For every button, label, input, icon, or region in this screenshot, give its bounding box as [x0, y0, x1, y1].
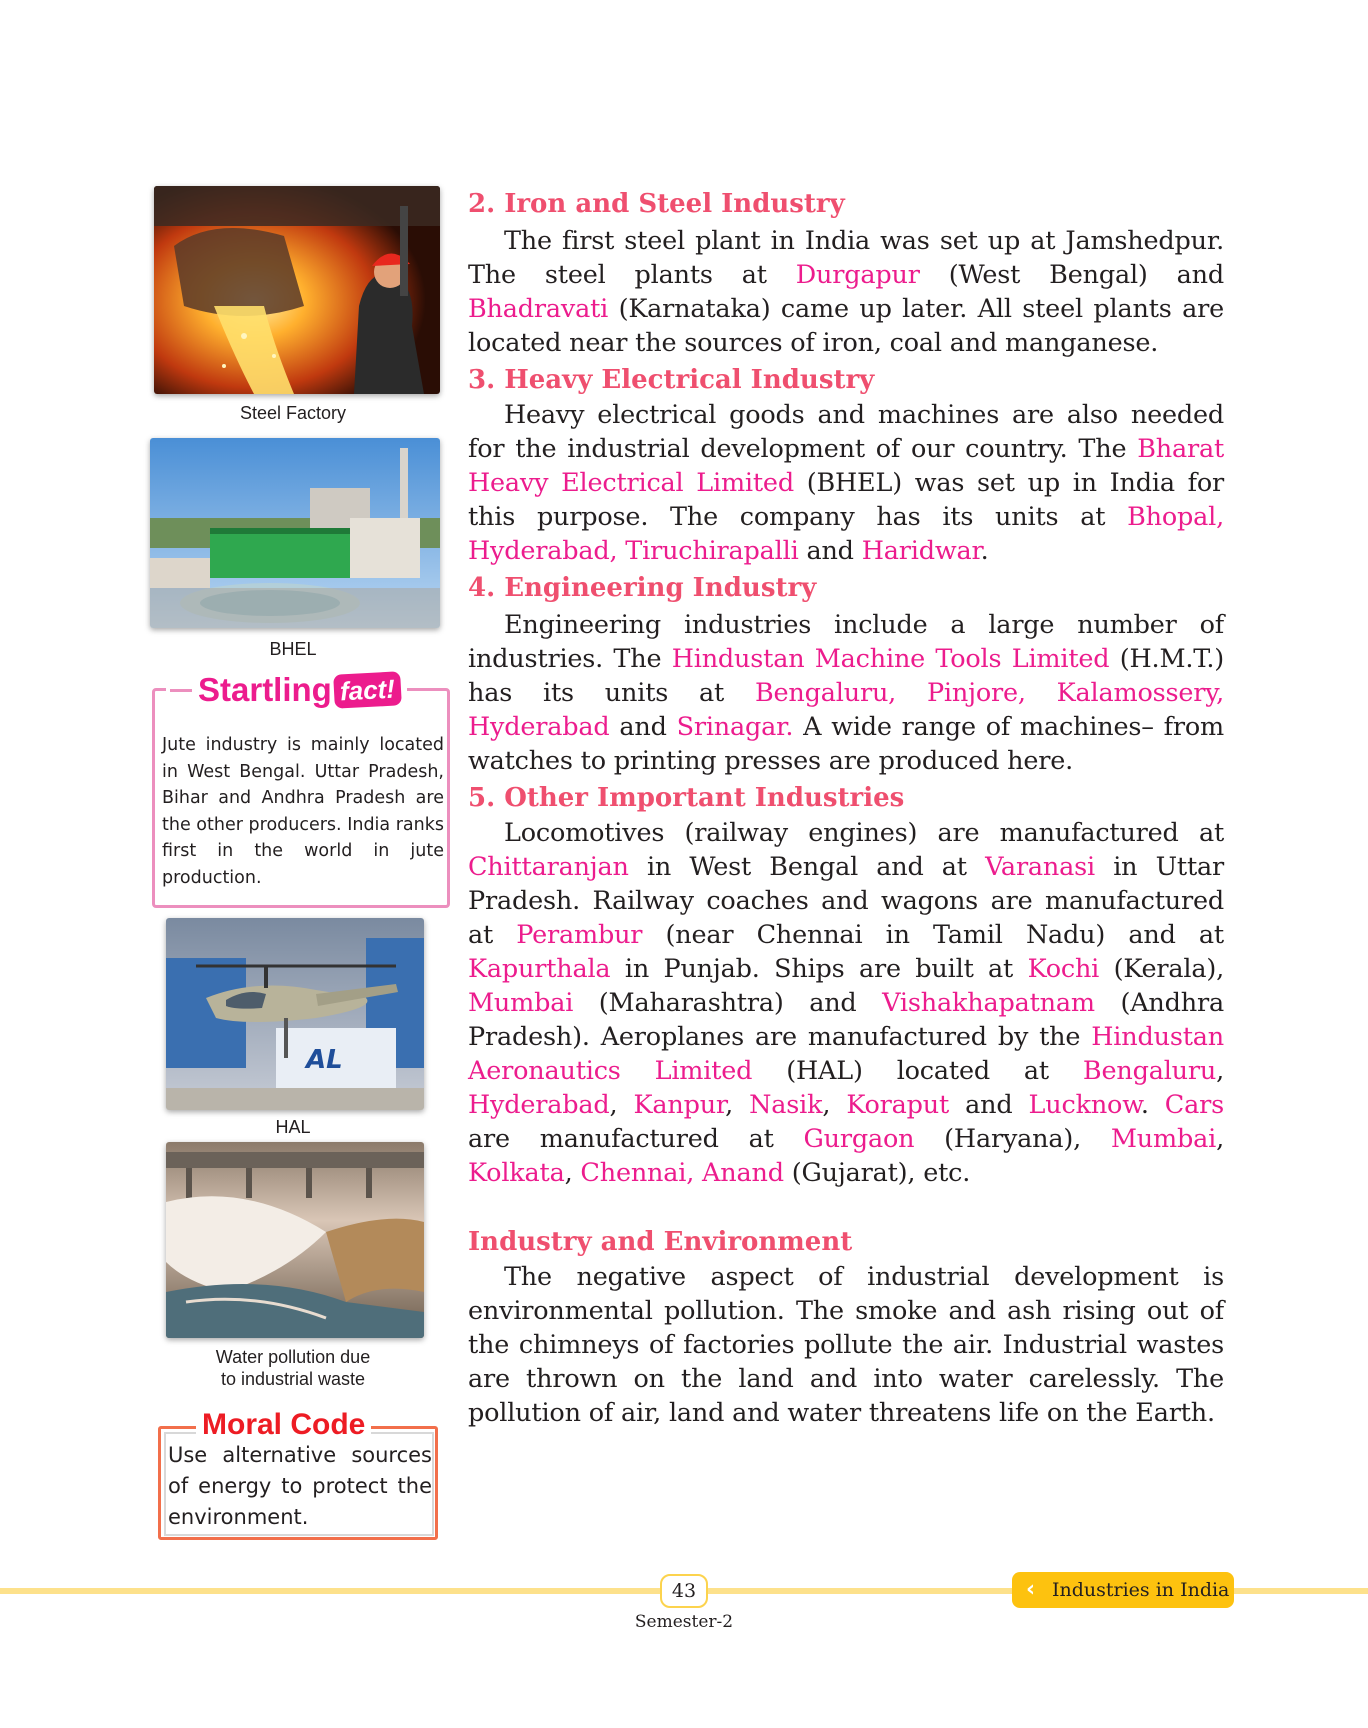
title-dash — [170, 689, 192, 692]
startling-fact-title — [166, 672, 407, 708]
highlighted-place: Lucknow — [1028, 1090, 1141, 1120]
section-paragraph: Heavy electrical goods and machines are also needed for the industrial development of our country. The Bharat Heavy Electrical Limited (BHEL) was set up in India for this purpose. The company has its units at Bhopal, Hyderabad, Tiruchirapalli and Haridwar. — [468, 400, 1224, 566]
highlighted-place: Haridwar — [861, 536, 981, 566]
page-number: 43 — [660, 1574, 708, 1608]
figure-caption-hal: HAL — [275, 1117, 311, 1137]
section-environment — [468, 1224, 1224, 1430]
startling-fact-title-text: Startling — [198, 671, 332, 708]
highlighted-place: Srinagar. — [676, 712, 794, 742]
section-iron-steel — [468, 186, 1224, 360]
highlighted-place: Kolkata — [468, 1158, 565, 1188]
section-heading: 4. Engineering Industry — [468, 573, 817, 603]
caption-line-1: Water pollution due — [215, 1347, 371, 1367]
water-pollution-illustration — [166, 1142, 424, 1338]
highlighted-place: Durgapur — [795, 260, 920, 290]
fact-badge: fact! — [333, 671, 402, 708]
highlighted-place: Kapurthala — [468, 954, 611, 984]
section-paragraph: The first steel plant in India was set up at Jamshedpur. The steel plants at Durgapur (West Bengal) and Bhadravati (Karnataka) came up later. All steel plants are located near the sources of iron, coal and manganese. — [468, 226, 1224, 358]
section-heading: 2. Iron and Steel Industry — [468, 189, 845, 219]
highlighted-place: Nasik — [749, 1090, 823, 1120]
moral-code-text: Use alternative sources of energy to protect the environment. — [168, 1443, 432, 1529]
figure-caption-water-pollution — [148, 1346, 438, 1390]
highlighted-place: Perambur — [516, 920, 643, 950]
section-paragraph: Locomotives (railway engines) are manufactured at Chittaranjan in West Bengal and at Varanasi in Uttar Pradesh. Railway coaches and wagons are manufactured at Perambur (near Chennai in Tamil Nadu) and at Kapurthala in Punjab. Ships are built at Kochi (Kerala), Mumbai (Maharashtra) and Vishakhapatnam (Andhra Pradesh). Aeroplanes are manufactured by the Hindustan Aeronautics Limited (HAL) located at Bengaluru, Hyderabad, Kanpur, Nasik, Koraput and Lucknow. Cars are manufactured at Gurgaon (Haryana), Mumbai, Kolkata, Chennai, Anand (Gujarat), etc. — [468, 818, 1224, 1188]
highlighted-place: Koraput — [846, 1090, 950, 1120]
highlighted-place: Bhopal, Hyderabad, Tiruchirapalli — [468, 502, 1224, 566]
hal-photo — [166, 918, 424, 1110]
section-other-industries — [468, 780, 1224, 1190]
highlighted-place: Vishakhapatnam — [882, 988, 1095, 1018]
highlighted-place: Gurgaon — [803, 1124, 915, 1154]
section-engineering — [468, 570, 1224, 778]
section-paragraph: Engineering industries include a large number of industries. The Hindustan Machine Tools Limited (H.M.T.) has its units at Bengaluru, Pinjore, Kalamossery, Hyderabad and Srinagar. A wide range of machines– from watches to printing presses are produced here. — [468, 610, 1224, 776]
highlighted-place: Varanasi — [985, 852, 1096, 882]
bhel-photo — [150, 438, 440, 628]
highlighted-place: Bhadravati — [468, 294, 609, 324]
chevron-left-icon: ‹ — [1026, 1577, 1036, 1602]
section-heading: 5. Other Important Industries — [468, 783, 905, 813]
highlighted-term: Cars — [1164, 1090, 1224, 1120]
highlighted-place: Chittaranjan — [468, 852, 629, 882]
section-heading: Industry and Environment — [468, 1227, 853, 1257]
highlighted-place: Kochi — [1027, 954, 1100, 984]
section-heavy-electrical — [468, 362, 1224, 568]
bhel-plant-illustration — [150, 438, 440, 628]
water-pollution-photo — [166, 1142, 424, 1338]
section-paragraph: The negative aspect of industrial development is environmental pollution. The smoke and ash rising out of the chimneys of factories pollute the air. Industrial wastes are thrown on the land and into water carelessly. The pollution of air, land and water threatens life on the Earth. — [468, 1262, 1224, 1428]
main-content — [468, 186, 1224, 1430]
highlighted-place: Chennai, Anand — [580, 1158, 784, 1188]
hal-helicopter-illustration — [166, 918, 424, 1110]
steel-factory-illustration — [154, 186, 440, 394]
semester-label: Semester-2 — [634, 1612, 734, 1632]
highlighted-name: Hindustan Machine Tools Limited — [671, 644, 1110, 674]
highlighted-place: Mumbai — [1110, 1124, 1217, 1154]
section-spacer — [468, 1190, 1224, 1224]
highlighted-place: Bengaluru, Pinjore, Kalamossery, Hyderabad — [468, 678, 1224, 742]
chapter-tab[interactable] — [1012, 1572, 1234, 1608]
moral-code-title: Moral Code — [196, 1408, 371, 1442]
startling-fact-text: Jute industry is mainly located in West Bengal. Uttar Pradesh, Bihar and Andhra Pradesh are the other producers. India ranks first in the world in jute production. — [162, 735, 444, 888]
chapter-title: Industries in India — [1052, 1579, 1230, 1601]
highlighted-name: Hindustan Aeronautics Limited — [468, 1022, 1224, 1086]
caption-line-2: to industrial waste — [220, 1369, 366, 1389]
svg-text:AL: AL — [306, 1045, 343, 1075]
highlighted-place: Mumbai — [468, 988, 574, 1018]
highlighted-place: Bengaluru — [1082, 1056, 1217, 1086]
highlighted-place: Hyderabad — [468, 1090, 610, 1120]
figure-caption-steel: Steel Factory — [239, 403, 347, 423]
figure-caption-bhel: BHEL — [269, 639, 317, 659]
highlighted-place: Kanpur — [633, 1090, 726, 1120]
steel-factory-photo — [154, 186, 440, 394]
highlighted-name: Bharat Heavy Electrical Limited — [468, 434, 1224, 498]
section-heading: 3. Heavy Electrical Industry — [468, 365, 875, 395]
